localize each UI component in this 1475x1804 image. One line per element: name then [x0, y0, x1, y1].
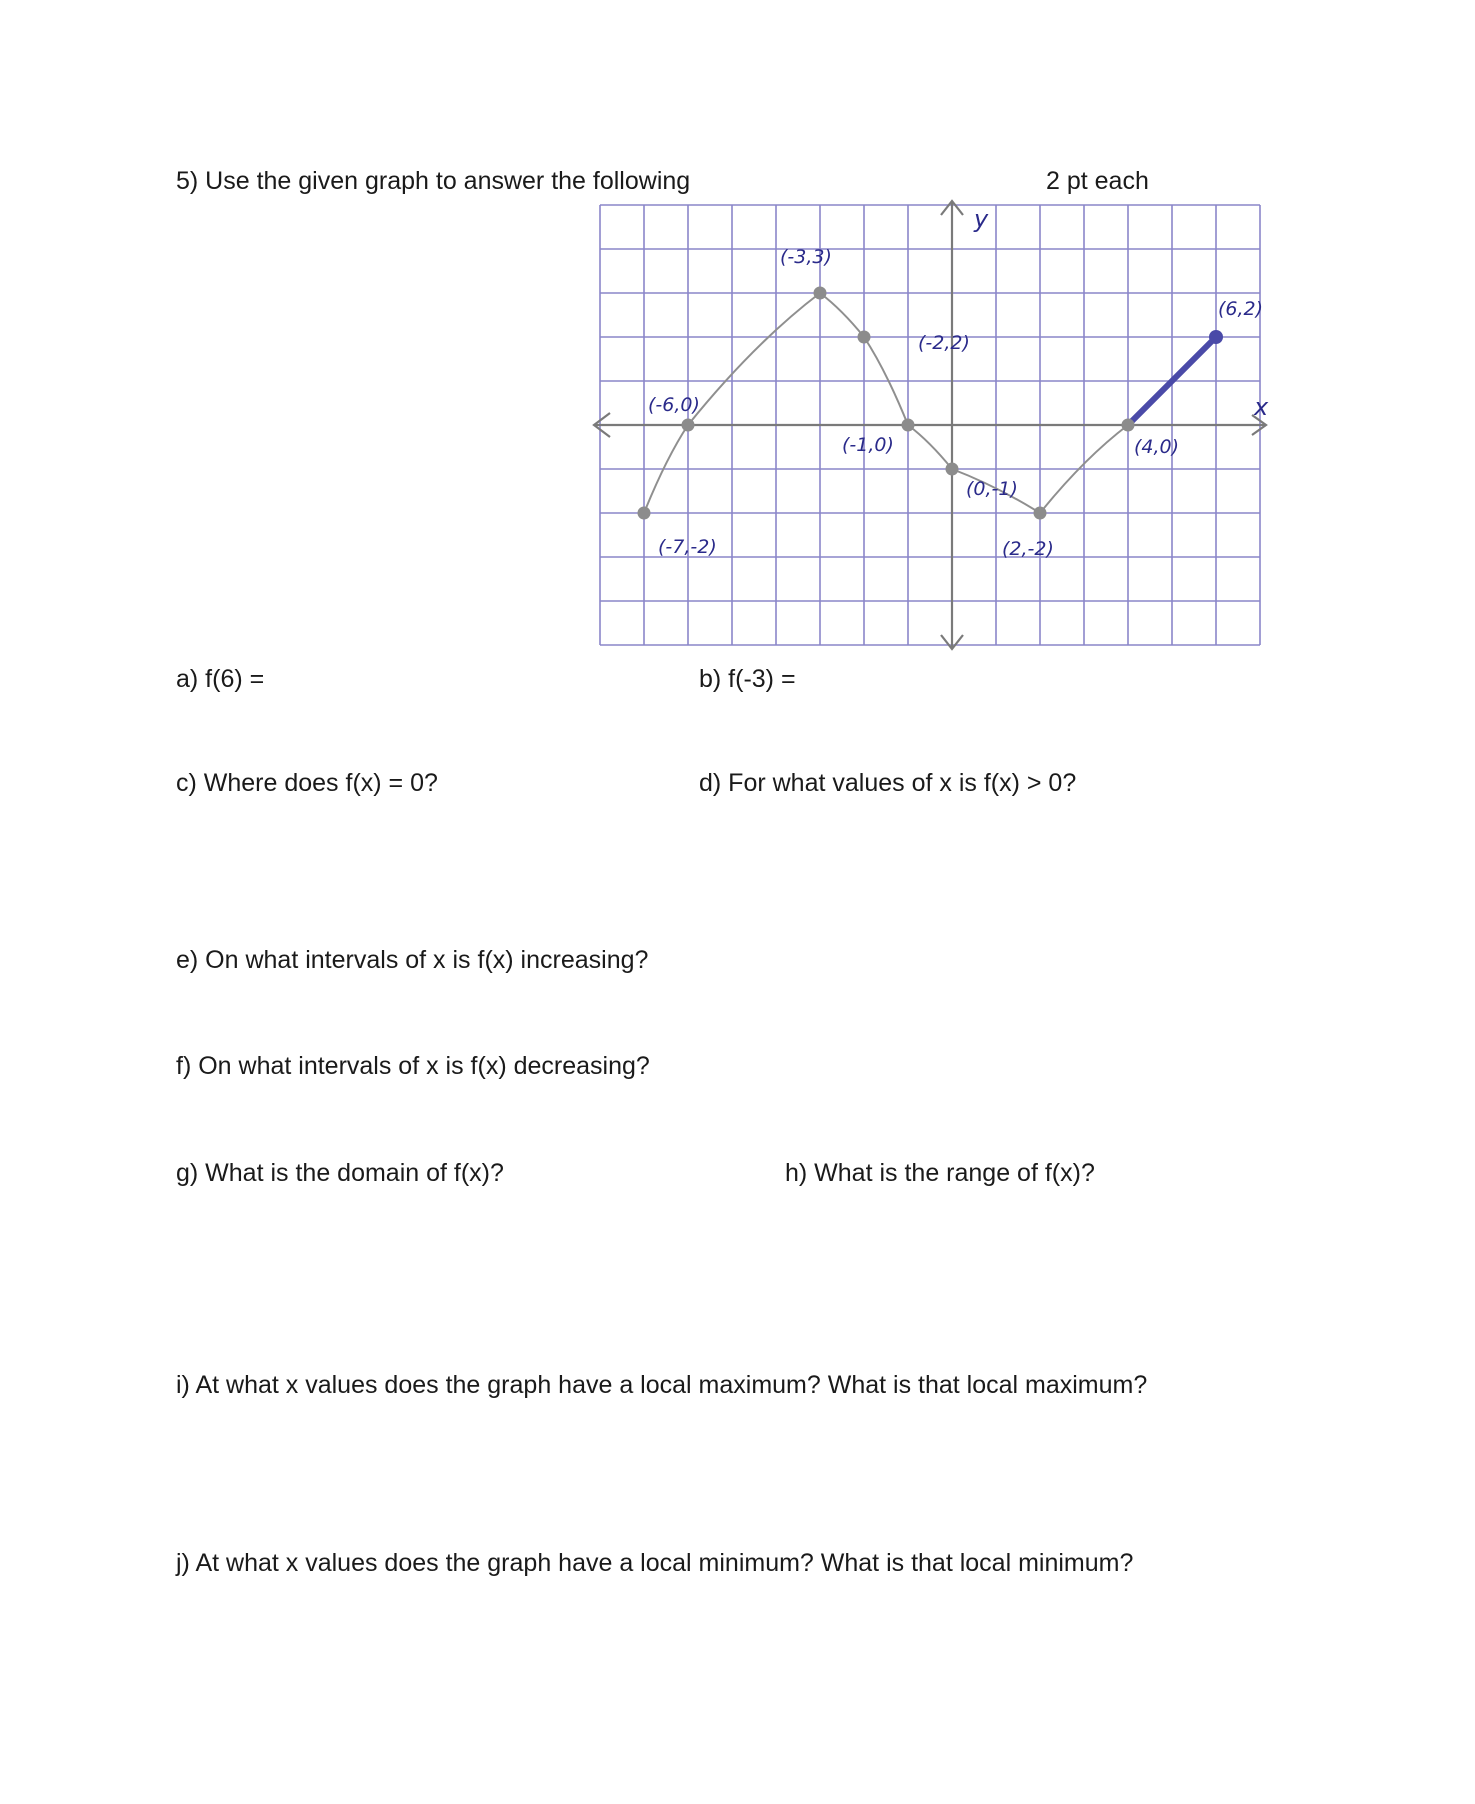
point-label: (-7,-2): [658, 536, 717, 558]
function-points: [638, 287, 1224, 520]
x-axis-label: x: [1254, 393, 1269, 421]
point-label: (-6,0): [648, 394, 700, 416]
function-graph: [590, 195, 1310, 660]
question-g: g) What is the domain of f(x)?: [176, 1159, 504, 1187]
function-curve: [644, 293, 1216, 513]
data-point: [1122, 419, 1135, 432]
curve-segment: [820, 293, 864, 337]
question-header: 5) Use the given graph to answer the following: [176, 167, 691, 195]
point-label: (-3,3): [780, 246, 832, 268]
data-point: [638, 507, 651, 520]
point-label: (2,-2): [1002, 538, 1054, 560]
question-h: h) What is the range of f(x)?: [785, 1159, 1095, 1187]
curve-segment: [908, 425, 952, 469]
data-point: [1034, 507, 1047, 520]
question-e: e) On what intervals of x is f(x) increasing?: [176, 946, 649, 974]
graph-axes: [594, 201, 1269, 649]
question-d: d) For what values of x is f(x) > 0?: [699, 769, 1077, 797]
question-b: b) f(-3) =: [699, 665, 796, 693]
data-point: [1209, 330, 1223, 344]
point-label: (-2,2): [918, 332, 970, 354]
data-point: [902, 419, 915, 432]
data-point: [858, 331, 871, 344]
question-j: j) At what x values does the graph have a local minimum? What is that local minimum?: [176, 1549, 1134, 1577]
data-point: [946, 463, 959, 476]
point-label: (6,2): [1218, 298, 1264, 320]
point-label: (-1,0): [842, 434, 894, 456]
point-label: (0,-1): [966, 478, 1018, 500]
question-f: f) On what intervals of x is f(x) decreasing?: [176, 1052, 650, 1080]
curve-segment: [688, 293, 820, 425]
question-a: a) f(6) =: [176, 665, 265, 693]
question-i: i) At what x values does the graph have a local maximum? What is that local maximum?: [176, 1371, 1148, 1399]
data-point: [682, 419, 695, 432]
question-c: c) Where does f(x) = 0?: [176, 769, 438, 797]
point-label: (4,0): [1134, 436, 1180, 458]
data-point: [814, 287, 827, 300]
y-axis-label: y: [974, 205, 989, 233]
points-note: 2 pt each: [1046, 167, 1149, 195]
